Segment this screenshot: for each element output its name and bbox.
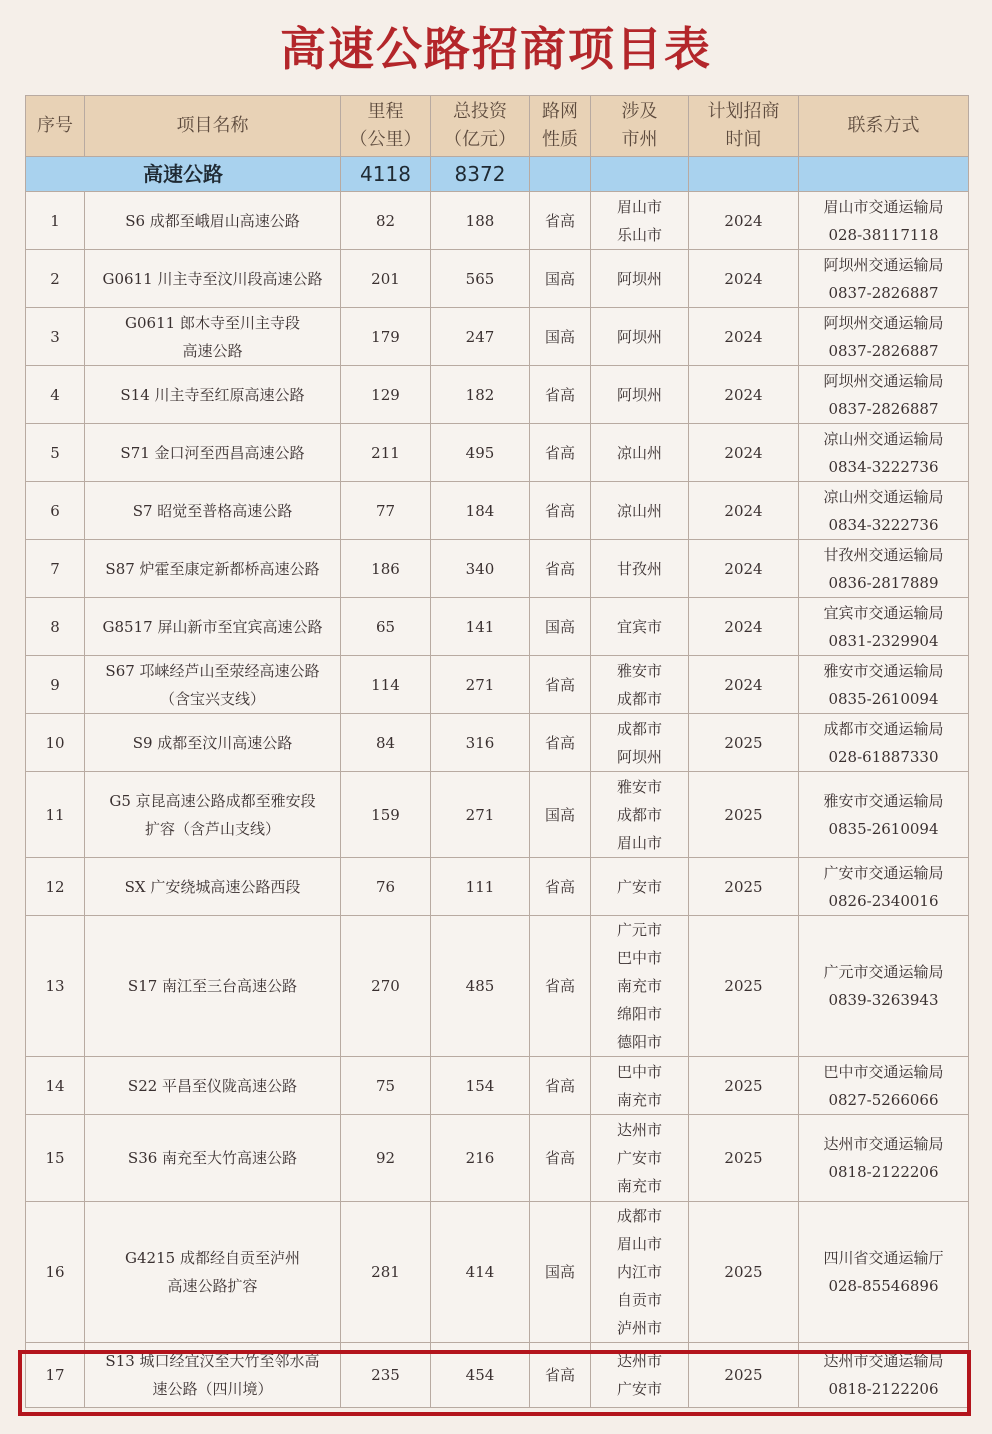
page-title: 高速公路招商项目表 bbox=[280, 22, 712, 76]
road-type: 国高 bbox=[530, 772, 591, 858]
mileage: 65 bbox=[341, 598, 431, 656]
contact: 成都市交通运输局 028-61887330 bbox=[799, 714, 969, 772]
plan-time: 2024 bbox=[689, 598, 799, 656]
mileage: 92 bbox=[341, 1115, 431, 1202]
table-row bbox=[26, 250, 969, 308]
road-type: 省高 bbox=[530, 714, 591, 772]
mileage: 77 bbox=[341, 482, 431, 540]
project-name: S13 城口经宜汉至大竹至邻水高 速公路（四川境） bbox=[85, 1343, 341, 1408]
contact: 阿坝州交通运输局 0837-2826887 bbox=[799, 308, 969, 366]
summary-label: 高速公路 bbox=[26, 157, 341, 192]
row-no: 10 bbox=[26, 714, 85, 772]
cities: 宜宾市 bbox=[591, 598, 689, 656]
table-row bbox=[26, 656, 969, 714]
project-name: SX 广安绕城高速公路西段 bbox=[85, 858, 341, 916]
row-no: 7 bbox=[26, 540, 85, 598]
investment: 495 bbox=[431, 424, 530, 482]
cities: 眉山市 乐山市 bbox=[591, 192, 689, 250]
cities: 巴中市 南充市 bbox=[591, 1057, 689, 1115]
header-city: 涉及 市州 bbox=[591, 96, 689, 157]
investment: 454 bbox=[431, 1343, 530, 1408]
summary-empty bbox=[799, 157, 969, 192]
investment: 216 bbox=[431, 1115, 530, 1202]
project-name: G4215 成都经自贡至泸州 高速公路扩容 bbox=[85, 1202, 341, 1343]
row-no: 4 bbox=[26, 366, 85, 424]
mileage: 281 bbox=[341, 1202, 431, 1343]
plan-time: 2024 bbox=[689, 366, 799, 424]
row-no: 15 bbox=[26, 1115, 85, 1202]
summary-row bbox=[26, 157, 969, 192]
cities: 达州市 广安市 南充市 bbox=[591, 1115, 689, 1202]
plan-time: 2024 bbox=[689, 424, 799, 482]
mileage: 76 bbox=[341, 858, 431, 916]
mileage: 211 bbox=[341, 424, 431, 482]
header-contact: 联系方式 bbox=[799, 96, 969, 157]
road-type: 国高 bbox=[530, 250, 591, 308]
mileage: 84 bbox=[341, 714, 431, 772]
table-row bbox=[26, 366, 969, 424]
row-no: 1 bbox=[26, 192, 85, 250]
table-row bbox=[26, 308, 969, 366]
mileage: 179 bbox=[341, 308, 431, 366]
investment: 111 bbox=[431, 858, 530, 916]
header-mileage: 里程 （公里） bbox=[341, 96, 431, 157]
cities: 阿坝州 bbox=[591, 366, 689, 424]
mileage: 201 bbox=[341, 250, 431, 308]
row-no: 6 bbox=[26, 482, 85, 540]
row-no: 14 bbox=[26, 1057, 85, 1115]
plan-time: 2025 bbox=[689, 714, 799, 772]
road-type: 省高 bbox=[530, 916, 591, 1057]
road-type: 国高 bbox=[530, 598, 591, 656]
project-name: S67 邛崃经芦山至荥经高速公路 （含宝兴支线） bbox=[85, 656, 341, 714]
contact: 广元市交通运输局 0839-3263943 bbox=[799, 916, 969, 1057]
cities: 甘孜州 bbox=[591, 540, 689, 598]
contact: 达州市交通运输局 0818-2122206 bbox=[799, 1115, 969, 1202]
plan-time: 2025 bbox=[689, 1115, 799, 1202]
project-name: S87 炉霍至康定新都桥高速公路 bbox=[85, 540, 341, 598]
table-row bbox=[26, 1343, 969, 1408]
mileage: 129 bbox=[341, 366, 431, 424]
mileage: 159 bbox=[341, 772, 431, 858]
cities: 广安市 bbox=[591, 858, 689, 916]
plan-time: 2024 bbox=[689, 308, 799, 366]
project-name: S14 川主寺至红原高速公路 bbox=[85, 366, 341, 424]
plan-time: 2025 bbox=[689, 1057, 799, 1115]
mileage: 75 bbox=[341, 1057, 431, 1115]
road-type: 省高 bbox=[530, 1343, 591, 1408]
mileage: 270 bbox=[341, 916, 431, 1057]
contact: 达州市交通运输局 0818-2122206 bbox=[799, 1343, 969, 1408]
table-row bbox=[26, 916, 969, 1057]
row-no: 13 bbox=[26, 916, 85, 1057]
cities: 凉山州 bbox=[591, 482, 689, 540]
table-row bbox=[26, 1057, 969, 1115]
plan-time: 2024 bbox=[689, 192, 799, 250]
contact: 凉山州交通运输局 0834-3222736 bbox=[799, 424, 969, 482]
plan-time: 2025 bbox=[689, 772, 799, 858]
mileage: 82 bbox=[341, 192, 431, 250]
investment: 184 bbox=[431, 482, 530, 540]
investment: 316 bbox=[431, 714, 530, 772]
row-no: 11 bbox=[26, 772, 85, 858]
project-name: S71 金口河至西昌高速公路 bbox=[85, 424, 341, 482]
investment: 340 bbox=[431, 540, 530, 598]
cities: 阿坝州 bbox=[591, 250, 689, 308]
project-name: G0611 郎木寺至川主寺段 高速公路 bbox=[85, 308, 341, 366]
investment: 182 bbox=[431, 366, 530, 424]
summary-investment: 8372 bbox=[431, 157, 530, 192]
plan-time: 2024 bbox=[689, 656, 799, 714]
investment: 188 bbox=[431, 192, 530, 250]
contact: 宜宾市交通运输局 0831-2329904 bbox=[799, 598, 969, 656]
row-no: 17 bbox=[26, 1343, 85, 1408]
row-no: 5 bbox=[26, 424, 85, 482]
contact: 巴中市交通运输局 0827-5266066 bbox=[799, 1057, 969, 1115]
table-row bbox=[26, 598, 969, 656]
investment: 271 bbox=[431, 656, 530, 714]
plan-time: 2024 bbox=[689, 540, 799, 598]
table-row bbox=[26, 714, 969, 772]
contact: 四川省交通运输厅 028-85546896 bbox=[799, 1202, 969, 1343]
cities: 凉山州 bbox=[591, 424, 689, 482]
contact: 甘孜州交通运输局 0836-2817889 bbox=[799, 540, 969, 598]
road-type: 省高 bbox=[530, 540, 591, 598]
contact: 阿坝州交通运输局 0837-2826887 bbox=[799, 366, 969, 424]
plan-time: 2025 bbox=[689, 1202, 799, 1343]
road-type: 省高 bbox=[530, 424, 591, 482]
road-type: 省高 bbox=[530, 1057, 591, 1115]
road-type: 省高 bbox=[530, 366, 591, 424]
summary-empty bbox=[591, 157, 689, 192]
investment: 247 bbox=[431, 308, 530, 366]
header-investment: 总投资 （亿元） bbox=[431, 96, 530, 157]
table-row bbox=[26, 1202, 969, 1343]
header-time: 计划招商 时间 bbox=[689, 96, 799, 157]
table-row bbox=[26, 772, 969, 858]
cities: 成都市 阿坝州 bbox=[591, 714, 689, 772]
contact: 雅安市交通运输局 0835-2610094 bbox=[799, 656, 969, 714]
contact: 阿坝州交通运输局 0837-2826887 bbox=[799, 250, 969, 308]
plan-time: 2025 bbox=[689, 858, 799, 916]
cities: 雅安市 成都市 bbox=[591, 656, 689, 714]
table-row bbox=[26, 540, 969, 598]
contact: 眉山市交通运输局 028-38117118 bbox=[799, 192, 969, 250]
plan-time: 2024 bbox=[689, 250, 799, 308]
table-row bbox=[26, 1115, 969, 1202]
road-type: 省高 bbox=[530, 482, 591, 540]
project-name: S9 成都至汶川高速公路 bbox=[85, 714, 341, 772]
header-no: 序号 bbox=[26, 96, 85, 157]
row-no: 16 bbox=[26, 1202, 85, 1343]
investment: 154 bbox=[431, 1057, 530, 1115]
contact: 广安市交通运输局 0826-2340016 bbox=[799, 858, 969, 916]
header-row bbox=[26, 96, 969, 157]
row-no: 9 bbox=[26, 656, 85, 714]
contact: 雅安市交通运输局 0835-2610094 bbox=[799, 772, 969, 858]
investment: 565 bbox=[431, 250, 530, 308]
investment: 271 bbox=[431, 772, 530, 858]
cities: 阿坝州 bbox=[591, 308, 689, 366]
cities: 成都市 眉山市 内江市 自贡市 泸州市 bbox=[591, 1202, 689, 1343]
row-no: 3 bbox=[26, 308, 85, 366]
road-type: 国高 bbox=[530, 1202, 591, 1343]
road-type: 省高 bbox=[530, 1115, 591, 1202]
road-type: 省高 bbox=[530, 858, 591, 916]
row-no: 8 bbox=[26, 598, 85, 656]
investment: 485 bbox=[431, 916, 530, 1057]
plan-time: 2025 bbox=[689, 916, 799, 1057]
summary-empty bbox=[530, 157, 591, 192]
road-type: 省高 bbox=[530, 656, 591, 714]
mileage: 235 bbox=[341, 1343, 431, 1408]
table-row bbox=[26, 482, 969, 540]
project-table bbox=[25, 95, 969, 1408]
project-name: S22 平昌至仪陇高速公路 bbox=[85, 1057, 341, 1115]
mileage: 114 bbox=[341, 656, 431, 714]
project-name: G5 京昆高速公路成都至雅安段 扩容（含芦山支线） bbox=[85, 772, 341, 858]
plan-time: 2025 bbox=[689, 1343, 799, 1408]
header-name: 项目名称 bbox=[85, 96, 341, 157]
cities: 广元市 巴中市 南充市 绵阳市 德阳市 bbox=[591, 916, 689, 1057]
investment: 141 bbox=[431, 598, 530, 656]
header-type: 路网 性质 bbox=[530, 96, 591, 157]
mileage: 186 bbox=[341, 540, 431, 598]
row-no: 2 bbox=[26, 250, 85, 308]
cities: 雅安市 成都市 眉山市 bbox=[591, 772, 689, 858]
project-name: S7 昭觉至普格高速公路 bbox=[85, 482, 341, 540]
cities: 达州市 广安市 bbox=[591, 1343, 689, 1408]
project-name: S36 南充至大竹高速公路 bbox=[85, 1115, 341, 1202]
table-row bbox=[26, 858, 969, 916]
row-no: 12 bbox=[26, 858, 85, 916]
project-name: S6 成都至峨眉山高速公路 bbox=[85, 192, 341, 250]
plan-time: 2024 bbox=[689, 482, 799, 540]
summary-empty bbox=[689, 157, 799, 192]
investment: 414 bbox=[431, 1202, 530, 1343]
table-row bbox=[26, 424, 969, 482]
road-type: 国高 bbox=[530, 308, 591, 366]
table-row bbox=[26, 192, 969, 250]
contact: 凉山州交通运输局 0834-3222736 bbox=[799, 482, 969, 540]
project-name: G0611 川主寺至汶川段高速公路 bbox=[85, 250, 341, 308]
road-type: 省高 bbox=[530, 192, 591, 250]
summary-mileage: 4118 bbox=[341, 157, 431, 192]
project-name: G8517 屏山新市至宜宾高速公路 bbox=[85, 598, 341, 656]
project-name: S17 南江至三台高速公路 bbox=[85, 916, 341, 1057]
